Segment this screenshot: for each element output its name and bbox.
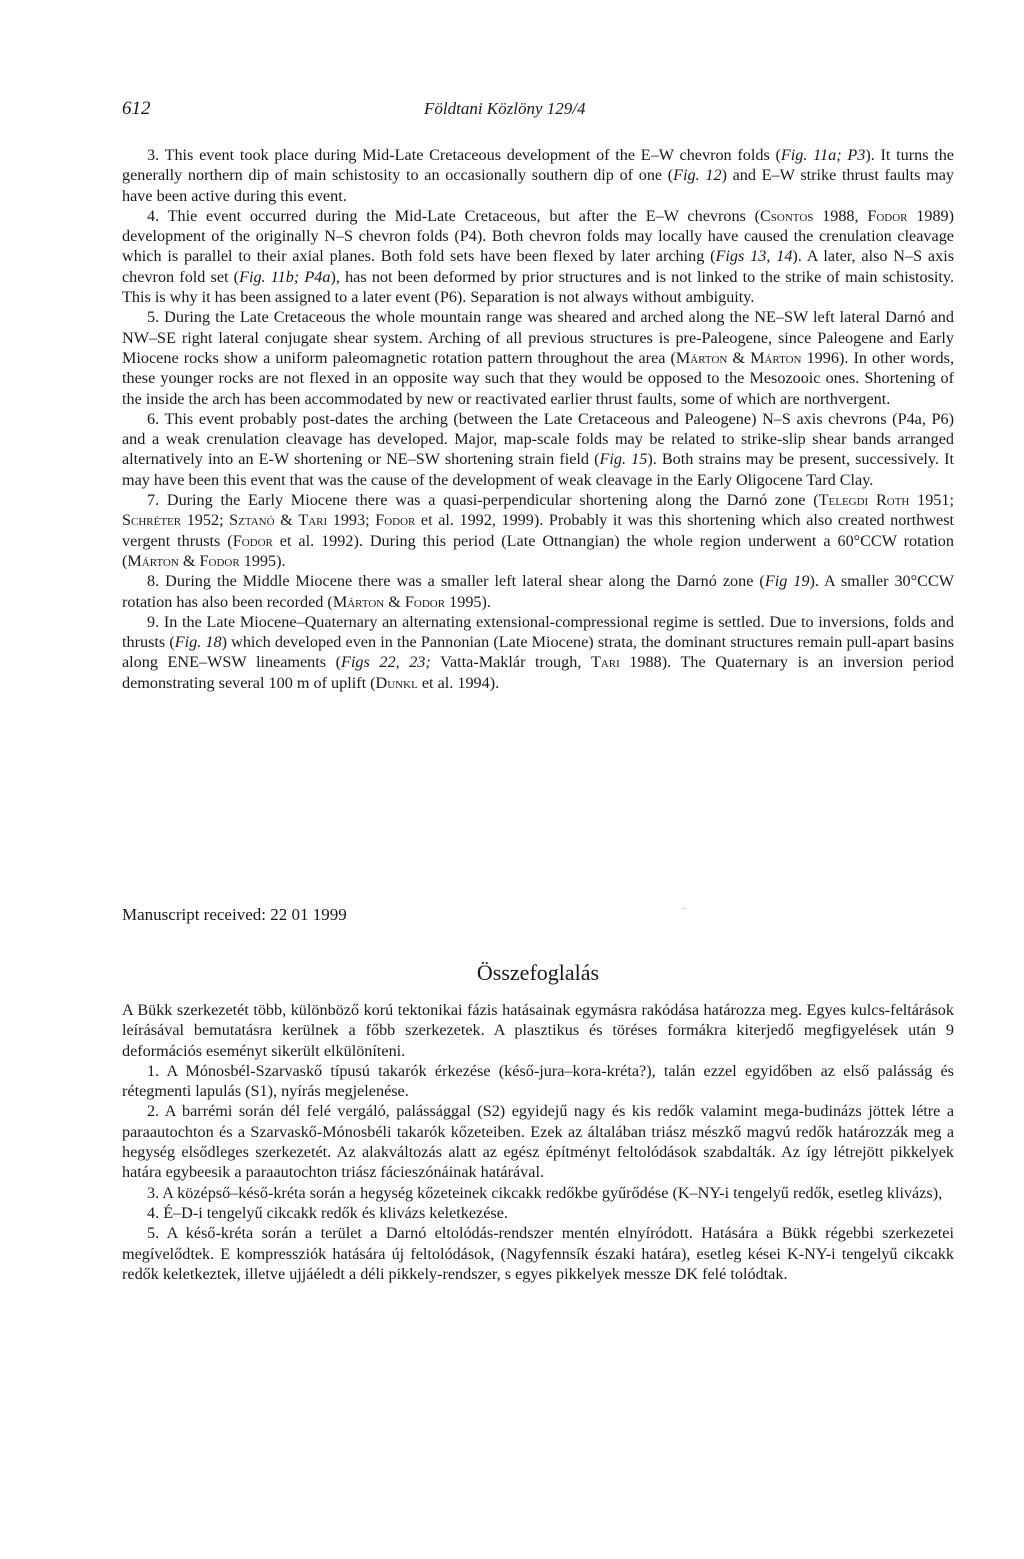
scan-speck <box>682 908 685 909</box>
paragraph-event-4: 4. Thie event occurred during the Mid-Late Cretaceous, but after the E–W chevrons (Csontos 1988, Fodor 1989) development of the originally N–S chevron folds (P4). Both chevron folds may locally have caused the crenulation cleavage which is parallel to their axial planes. Both fold sets have been flexed by later arching (Figs 13, 14). A later, also N–S axis chevron fold set (Fig. 11b; P4a), has not been deformed by prior structures and is not linked to the strike of main schistosity. This is why it has been assigned to a later event (P6). Separation is not always without ambiguity. <box>122 206 955 307</box>
journal-title: Földtani Közlöny 129/4 <box>424 99 586 118</box>
paragraph-event-5: 5. During the Late Cretaceous the whole mountain range was sheared and arched along the NE–SW left lateral Darnó and NW–SE right lateral conjugate shear system. Arching of all previous structures is pre-Paleogene, since Paleogene and Early Miocene rocks show a uniform paleomagnetic rotation pattern throughout the area (Márton & Márton 1996). In other words, these younger rocks are not flexed in an opposite way such that they would be opposed to the Mesozooic ones. Shortening of the inside the arch has been accommodated by new or reactivated earlier thrust faults, some of which are northvergent. <box>122 308 954 408</box>
summary-item: 4. É–D-i tengelyű cikcakk redők és klivázs keletkezése. <box>147 1203 508 1222</box>
paragraph-event-8: 8. During the Middle Miocene there was a smaller left lateral shear along the Darnó zone (Fig 19). A smaller 30°CCW rotation has also been recorded (Márton & Fodor 1995). <box>122 572 954 611</box>
summary-heading: Összefoglalás <box>476 960 600 985</box>
summary-item: 3. A középső–késő-kréta során a hegység kőzeteinek cikcakk redőkbe gyűrődése (K–NY-i tengelyű redők, esetleg klivázs), <box>147 1183 943 1202</box>
paragraph-event-9: 9. In the Late Miocene–Quaternary an alternating extensional-compressional regime is settled. Due to inversions, folds and thrusts (Fig. 18) which developed even in the Pannonian (Late Miocene) strata, the dominant structures remain pull-apart basins along ENE–WSW lineaments (Figs 22, 23; Vatta-Maklár trough, Tari 1988). The Quaternary is an inversion period demonstrating several 100 m of uplift (Dunkl et al. 1994). <box>122 612 955 692</box>
paragraph-event-7: 7. During the Early Miocene there was a quasi-perpendicular shortening along the Darnó zone (Telegdi Roth 1951; Schréter 1952; Sztanó & Tari 1993; Fodor et al. 1992, 1999). Probably it was this shortening which also created northwest vergent thrusts (Fodor et al. 1992). During this period (Late Ottnangian) the whole region underwent a 60°CCW rotation (Márton & Fodor 1995). <box>122 491 955 570</box>
paragraph-event-6: 6. This event probably post-dates the arching (between the Late Cretaceous and Paleogene) N–S axis chevrons (P4a, P6) and a weak crenulation cleavage has developed. Major, map-scale folds may be related to strike-slip shear bands arranged alternatively into an E-W shortening or NE–SW shortening strain field (Fig. 15). Both strains may be present, successively. It may have been this event that was the cause of the development of weak cleavage in the Early Oligocene Tard Clay. <box>122 409 954 489</box>
manuscript-received: Manuscript received: 22 01 1999 <box>122 905 347 924</box>
running-header <box>122 98 954 122</box>
paragraph-event-3: 3. This event took place during Mid-Late Cretaceous development of the E–W chevron folds (Fig. 11a; P3). It turns the generally northern dip of main schistosity to an occasionally southern dip of one (Fig. 12) and E–W strike thrust faults may have been active during this event. <box>122 146 955 205</box>
summary-item: 1. A Mónosbél-Szarvaskő típusú takarók érkezése (késő-jura–kora-kréta?), talán ezzel egyidőben az első palásság és rétegmenti lapulás (S1), nyírás megjelenése. <box>122 1061 954 1101</box>
summary-item: 5. A késő-kréta során a terület a Darnó eltolódás-rendszer mentén elnyíródott. Hatására a Bükk régebbi szerkezetei megívelődtek. E kompressziók hatására új feltolódások, (Nagyfennsík északi határa), esetleg kései K-NY-i tengelyű cikcakk redők keletkeztek, illetve ujjáéledt a déli pikkely-rendszer, s egyes pikkelyek messze DK felé tolódtak. <box>122 1224 954 1283</box>
page-number: 612 <box>122 98 151 119</box>
english-text <box>122 145 954 693</box>
hungarian-summary <box>122 1000 954 1284</box>
summary-lead: A Bükk szerkezetét több, különböző korú tektonikai fázis hatásainak egymásra rakódása határozza meg. Egyes kulcs-feltárások leírásával bemutatásra kerülnek a főbb szerkezetek. A plasztikus és töréses formákra kiterjedő megfigyelések után 9 deformációs eseményt sikerült elkülöníteni. <box>122 1001 954 1060</box>
summary-item: 2. A barrémi során dél felé vergáló, palássággal (S2) egyidejű nagy és kis redők valamint mega-budinázs jöttek létre a paraautochton és a Szarvaskő-Mónosbéli takarók kőzeteiben. Ezek az általában triász mészkő magvú redők határozzák meg a hegység elsődleges szerkezetét. Az alakváltozás alatt az egész építményt feltolódások szabdalták. Az így létrejött pikkelyek határa egybeesik a paraautochton triász fácieszónáinak határával. <box>122 1102 954 1182</box>
